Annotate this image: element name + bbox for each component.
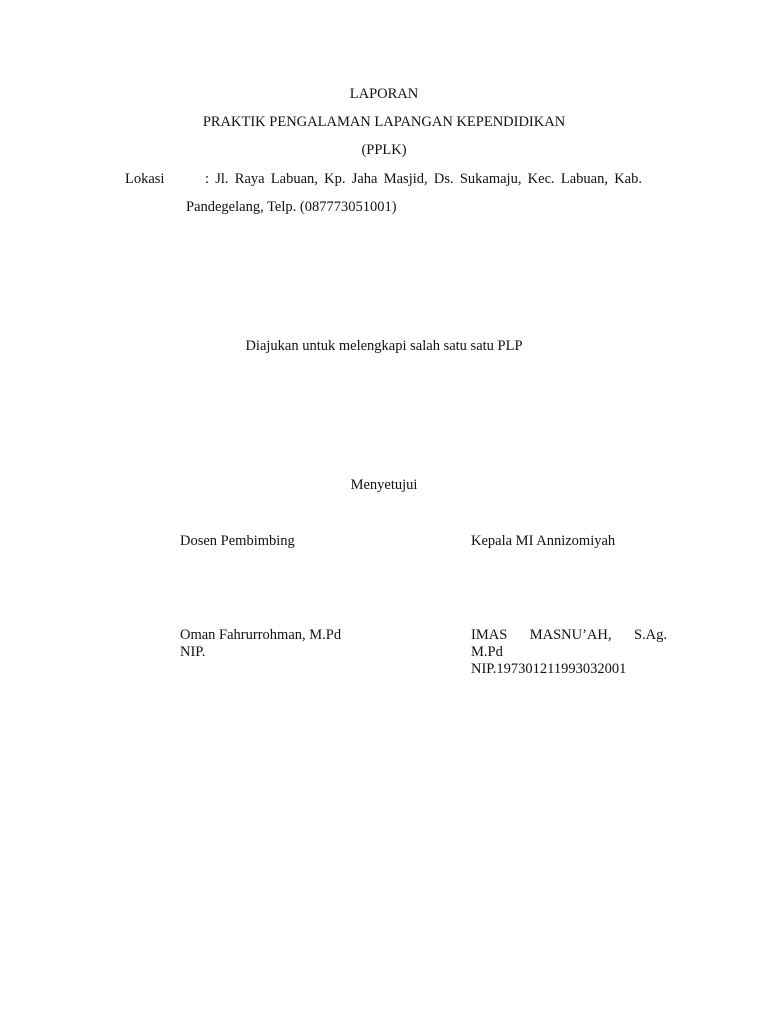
report-subtitle: PRAKTIK PENGALAMAN LAPANGAN KEPENDIDIKAN — [202, 114, 566, 130]
report-abbreviation: (PPLK) — [361, 142, 407, 158]
purpose-statement: Diajukan untuk melengkapi salah satu satu PLP — [245, 338, 523, 354]
location-label: Lokasi — [125, 171, 165, 187]
location-address-line2: Pandegelang, Telp. (087773051001) — [186, 199, 397, 215]
left-signatory-nip: NIP. — [180, 644, 206, 660]
right-signatory-name: IMAS MASNU’AH, S.Ag. — [471, 627, 667, 643]
right-signatory-degree: M.Pd — [471, 644, 503, 660]
approval-heading: Menyetujui — [350, 477, 418, 493]
location-address-line1: : Jl. Raya Labuan, Kp. Jaha Masjid, Ds. Sukamaju, Kec. Labuan, Kab. — [205, 171, 642, 187]
right-signatory-role: Kepala MI Annizomiyah — [471, 533, 616, 549]
right-signatory-nip: NIP.197301211993032001 — [471, 661, 627, 677]
report-title: LAPORAN — [349, 86, 419, 102]
left-signatory-name: Oman Fahrurrohman, M.Pd — [180, 627, 342, 643]
left-signatory-role: Dosen Pembimbing — [180, 533, 295, 549]
